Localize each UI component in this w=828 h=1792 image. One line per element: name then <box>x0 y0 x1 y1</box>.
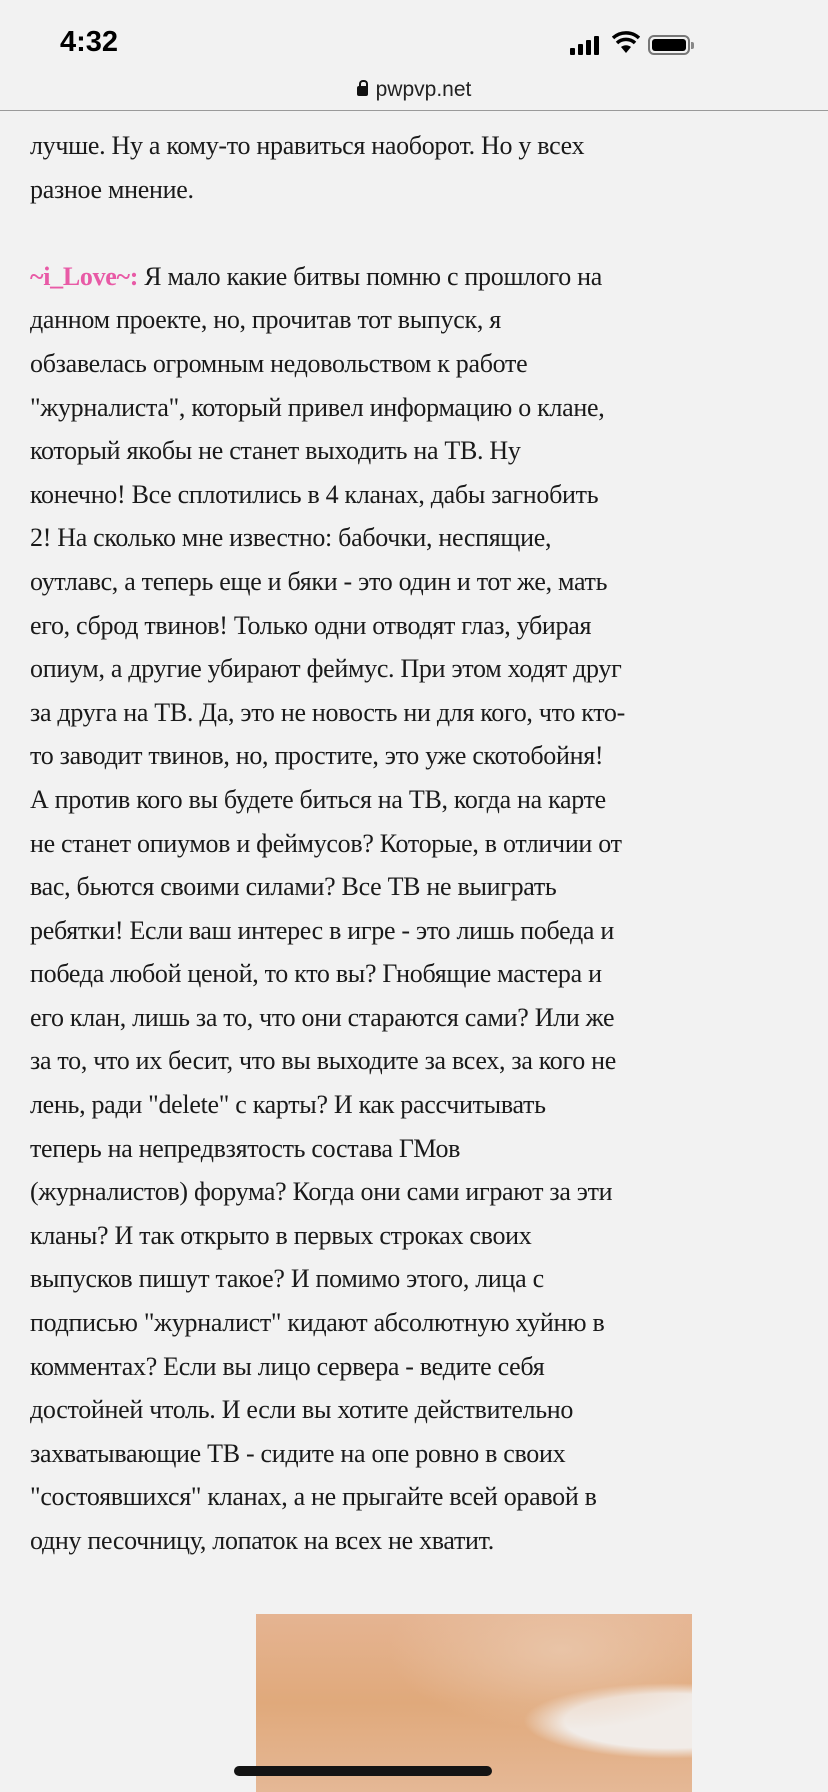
url-text: pwpvp.net <box>375 78 472 101</box>
text-line: достойней чтоль. И если вы хотите действительно <box>30 1395 574 1425</box>
clock: 4:32 <box>60 26 119 58</box>
battery-icon <box>648 35 690 55</box>
text-line: его, сброд твинов! Только одни отводят глаз, убирая <box>30 610 592 640</box>
text-line: (журналистов) форума? Когда они сами играют за эти <box>30 1177 613 1207</box>
text-line: конечно! Все сплотились в 4 кланах, дабы загнобить <box>30 479 599 509</box>
text-line: вас, бьются своими силами? Все ТВ не выиграть <box>30 872 557 902</box>
text-line: опиум, а другие убирают феймус. При этом ходят друг <box>30 654 622 684</box>
text-line: захватывающие ТВ - сидите на опе ровно в своих <box>30 1438 566 1468</box>
text-line: лучше. Ну а кому-то нравиться наоборот. Но у всех <box>30 131 585 160</box>
address-bar[interactable] <box>0 70 828 110</box>
toolbar-divider <box>0 110 828 111</box>
text-line: А против кого вы будете биться на ТВ, когда на карте <box>30 784 606 814</box>
text-line: теперь на непредвзятость состава ГМов <box>30 1133 461 1163</box>
text-line: за то, что их бесит, что вы выходите за всех, за кого не <box>30 1046 616 1076</box>
text-line: подписью "журналист" кидают абсолютную хуйню в <box>30 1308 605 1338</box>
comment-first-line <box>30 255 810 299</box>
text-line: за друга на ТВ. Да, это не новость ни для кого, что кто- <box>30 697 625 727</box>
text-line: победа любой ценой, то кто вы? Гнобящие мастера и <box>30 959 602 989</box>
text-line: кланы? И так открыто в первых строках своих <box>30 1220 532 1250</box>
text-line: лень, ради "delete" с карты? И как рассчитывать <box>30 1090 546 1120</box>
wifi-icon <box>612 31 640 55</box>
comment-text <box>30 298 810 1562</box>
text-line: то заводит твинов, но, простите, это уже скотобойня! <box>30 741 604 771</box>
text-line: ребятки! Если ваш интерес в игре - это лишь победа и <box>30 915 614 945</box>
signal-icon <box>570 36 599 55</box>
text-line: разное мнение. <box>30 174 194 204</box>
text-line: данном проекте, но, прочитав тот выпуск, я <box>30 305 501 335</box>
text-line: выпусков пишут такое? И помимо этого, лица с <box>30 1264 544 1294</box>
text-line: комментах? Если вы лицо сервера - ведите себя <box>30 1351 545 1381</box>
comment-author: ~i_Love~: <box>30 261 139 291</box>
text-line: 2! На сколько мне известно: бабочки, неспящие, <box>30 523 552 553</box>
text-line: который якобы не станет выходить на ТВ. Ну <box>30 436 521 466</box>
text-line: оутлавс, а теперь еще и бяки - это один и тот же, мать <box>30 566 608 596</box>
text-line: "журналиста", который привел информацию о клане, <box>30 392 605 422</box>
text-line: не станет опиумов и феймусов? Которые, в отличии от <box>30 828 622 858</box>
home-indicator[interactable] <box>234 1766 492 1776</box>
text-line: обзавелась огромным недовольством к работе <box>30 348 528 378</box>
text-line: "состоявшихся" кланах, а не прыгайте всей оравой в <box>30 1482 597 1512</box>
text-segment: Я мало какие битвы помню с прошлого на <box>138 261 603 291</box>
text-line: его клан, лишь за то, что они стараются сами? Или же <box>30 1002 615 1032</box>
lock-icon <box>357 86 368 96</box>
text-line: одну песочницу, лопаток на всех не хватит. <box>30 1526 494 1555</box>
article-body <box>30 124 810 1563</box>
